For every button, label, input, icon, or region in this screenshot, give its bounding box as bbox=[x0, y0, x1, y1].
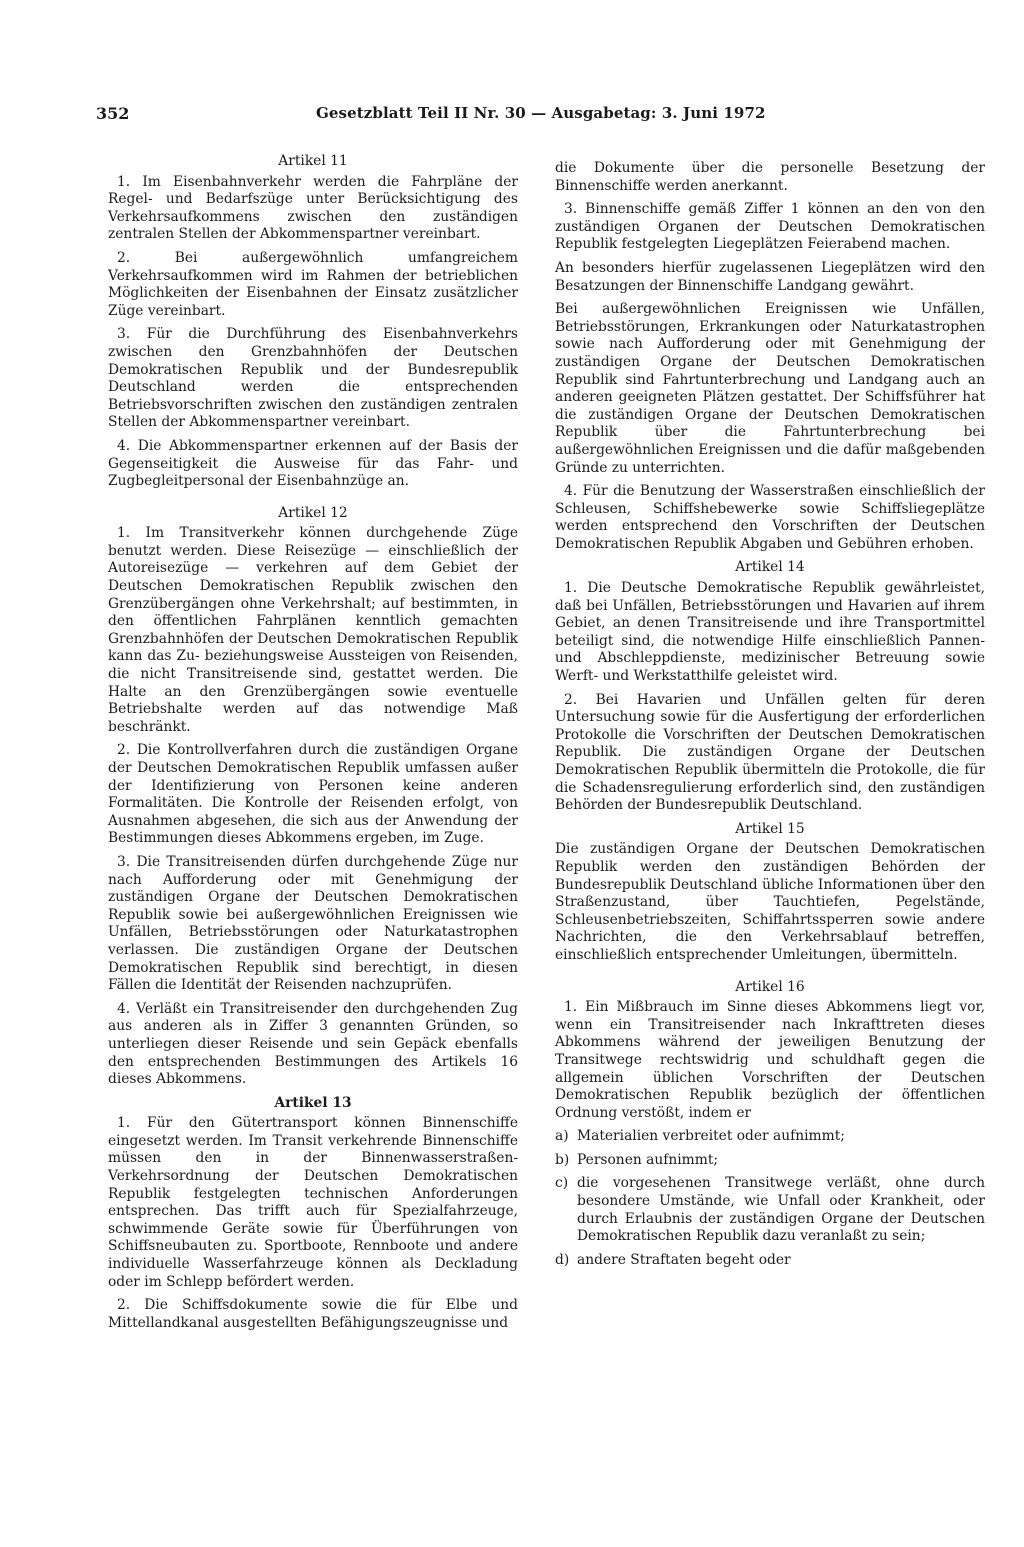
list-item bbox=[555, 1128, 985, 1146]
list-item-label: a) bbox=[555, 1128, 569, 1145]
list-item bbox=[555, 1152, 985, 1170]
article-12-paragraph-4: 4. Verläßt ein Transitreisender den durchgehenden Zug aus anderen als in Ziffer 3 genannten Gründen, so unterliegen dieser Reisende und sein Gepäck ebenfalls den entsprechenden Bestimmungen des Artikels 16 dieses Abkommens. bbox=[108, 1000, 518, 1088]
article-13-paragraph-4: 4. Für die Benutzung der Wasserstraßen einschließlich der Schleusen, Schiffshebewerke sowie Schiffsliegeplätze werden entsprechend den Vorschriften der Deutschen Demokratischen Republik Abgaben und Gebühren erhoben. bbox=[555, 483, 985, 552]
list-item bbox=[555, 1252, 985, 1270]
article-13-title: Artikel 13 bbox=[274, 1094, 352, 1111]
right-column bbox=[555, 160, 985, 1275]
article-13-paragraph-3-ereignisse: Bei außergewöhnlichen Ereignissen wie Unfällen, Betriebsstörungen, Erkrankungen oder Naturkatastrophen sowie nach Aufforderung oder mit Genehmigung der zuständigen Organe der Deutschen Demokratischen Republik sind Fahrtunterbrechung und Landgang auch an anderen geeigneten Plätzen gestattet. Der Schiffsführer hat die zuständigen Organe der Deutschen Demokratischen Republik über die Fahrtunterbrechung bei außergewöhnlichen Ereignissen und die dafür maßgebenden Gründe zu unterrichten. bbox=[555, 301, 985, 476]
article-14-paragraph-1: 1. Die Deutsche Demokratische Republik gewährleistet, daß bei Unfällen, Betriebsstörungen und Havarien auf ihrem Gebiet, an denen Transitreisende und ihre Transportmittel beteiligt sind, die notwendige Hilfe einschließlich Pannen- und Abschleppdienste, medizinischer Betreuung sowie Werft- und Werkstatthilfe geleistet wird. bbox=[555, 580, 985, 685]
article-13-paragraph-3-landgang: An besonders hierfür zugelassenen Liegeplätzen wird den Besatzungen der Binnenschiffe Landgang gewährt. bbox=[555, 259, 985, 294]
article-16-title: Artikel 16 bbox=[735, 978, 805, 995]
page-header bbox=[96, 104, 991, 124]
article-11-title: Artikel 11 bbox=[278, 153, 348, 169]
article-11-paragraph-3: 3. Für die Durchführung des Eisenbahnverkehrs zwischen den Grenzbahnhöfen der Deutschen Demokratischen Republik und der Bundesrepublik Deutschland werden die entsprechenden Betriebsvorschriften zwischen den zuständigen zentralen Stellen der Abkommenspartner vereinbart. bbox=[108, 326, 518, 431]
running-head: Gesetzblatt Teil II Nr. 30 — Ausgabetag: 3. Juni 1972 bbox=[316, 104, 766, 122]
article-15-paragraph-1: Die zuständigen Organe der Deutschen Demokratischen Republik werden den zuständigen Behörden der Bundesrepublik Deutschland übliche Informationen über den Straßenzustand, über Tauchtiefen, Pegelstände, Schleusenbetriebszeiten, Schiffahrtssperren sowie andere Nachrichten, die den Verkehrsablauf betreffen, einschließlich entsprechender Umleitungen, übermitteln. bbox=[555, 841, 985, 963]
page-number: 352 bbox=[96, 104, 130, 123]
article-16-paragraph-1: 1. Ein Mißbrauch im Sinne dieses Abkommens liegt vor, wenn ein Transitreisender nach Inkrafttreten dieses Abkommens während der jeweiligen Benutzung der Transitwege rechtswidrig und schuldhaft gegen die allgemein üblichen Vorschriften der Deutschen Demokratischen Republik bezüglich der öffentlichen Ordnung verstößt, indem er bbox=[555, 999, 985, 1121]
list-item-text: die vorgesehenen Transitwege verläßt, ohne durch besondere Umstände, wie Unfall oder Krankheit, oder durch Erlaubnis der zuständigen Organe der Deutschen Demokratischen Republik dazu veranlaßt zu sein; bbox=[577, 1175, 985, 1245]
left-column bbox=[108, 153, 518, 1338]
article-13-paragraph-2-continued: die Dokumente über die personelle Besetzung der Binnenschiffe werden anerkannt. bbox=[555, 160, 985, 194]
article-11-paragraph-2: 2. Bei außergewöhnlich umfangreichem Verkehrsaufkommen wird im Rahmen der betrieblichen Möglichkeiten der Eisenbahnen der Einsatz zusätzlicher Züge vereinbart. bbox=[108, 249, 518, 319]
article-12-paragraph-2: 2. Die Kontrollverfahren durch die zuständigen Organe der Deutschen Demokratischen Republik umfassen außer der Identifizierung von Personen keine anderen Formalitäten. Die Kontrolle der Reisenden erfolgt, von Ausnahmen abgesehen, die sich aus der Anwendung der Bestimmungen dieses Abkommens ergeben, im Zuge. bbox=[108, 742, 518, 847]
list-item-text: Materialien verbreitet oder aufnimmt; bbox=[577, 1128, 845, 1145]
article-14-paragraph-2: 2. Bei Havarien und Unfällen gelten für deren Untersuchung sowie für die Ausfertigung der erforderlichen Protokolle die Vorschriften der Deutschen Demokratischen Republik. Die zuständigen Organe der Deutschen Demokratischen Republik übermitteln die Protokolle, die für die Schadensregulierung erforderlich sind, den zuständigen Behörden der Bundesrepublik Deutschland. bbox=[555, 691, 985, 814]
list-item-text: Personen aufnimmt; bbox=[577, 1151, 719, 1168]
article-11-paragraph-1: 1. Im Eisenbahnverkehr werden die Fahrpläne der Regel- und Bedarfszüge unter Berücksichtigung des Verkehrsaufkommens zwischen den zuständigen zentralen Stellen der Abkommenspartner vereinbart. bbox=[108, 173, 518, 243]
article-13-paragraph-2: 2. Die Schiffsdokumente sowie die für Elbe und Mittellandkanal ausgestellten Befähigungszeugnisse und bbox=[108, 1297, 518, 1331]
article-12-title: Artikel 12 bbox=[278, 504, 348, 521]
list-item-label: c) bbox=[555, 1175, 569, 1192]
list-item-label: b) bbox=[555, 1151, 570, 1168]
article-13-paragraph-3: 3. Binnenschiffe gemäß Ziffer 1 können an den von den zuständigen Organen der Deutschen Demokratischen Republik festgelegten Liegeplätzen Feierabend machen. bbox=[555, 201, 985, 253]
article-11-paragraph-4: 4. Die Abkommenspartner erkennen auf der Basis der Gegenseitigkeit die Ausweise für das Fahr- und Zugbegleitpersonal der Eisenbahnzüge an. bbox=[108, 437, 518, 490]
article-13-paragraph-1: 1. Für den Gütertransport können Binnenschiffe eingesetzt werden. Im Transit verkehrende Binnenschiffe müssen den in der Binnenwasserstraßen-Verkehrsordnung der Deutschen Demokratischen Republik festgelegten technischen Anforderungen entsprechen. Das trifft auch für Spezialfahrzeuge, schwimmende Geräte sowie für Überführungen von Schiffsneubauten zu. Sportboote, Rennboote und andere individuelle Wasserfahrzeuge können als Deckladung oder im Schlepp befördert werden. bbox=[108, 1115, 518, 1290]
list-item-text: andere Straftaten begeht oder bbox=[577, 1251, 791, 1268]
article-12-paragraph-3: 3. Die Transitreisenden dürfen durchgehende Züge nur nach Aufforderung oder mit Genehmigung der zuständigen Organe der Deutschen Demokratischen Republik sowie bei außergewöhnlichen Ereignissen wie Unfällen, Betriebsstörungen oder Naturkatastrophen verlassen. Die zuständigen Organe der Deutschen Demokratischen Republik sind berechtigt, in diesen Fällen die Identität der Reisenden nachzuprüfen. bbox=[108, 853, 518, 994]
article-15-title: Artikel 15 bbox=[735, 820, 805, 837]
list-item bbox=[555, 1175, 985, 1245]
article-12-paragraph-1: 1. Im Transitverkehr können durchgehende Züge benutzt werden. Diese Reisezüge — einschließlich der Autoreisezüge — verkehren auf dem Gebiet der Deutschen Demokratischen Republik zwischen den Grenzübergängen ohne Verkehrshalt; auf bestimmten, in den öffentlichen Fahrplänen kenntlich gemachten Grenzbahnhöfen der Deutschen Demokratischen Republik kann das Zu- beziehungsweise Aussteigen von Reisenden, die nicht Transitreisende sind, gestattet werden. Die Halte an den Grenzübergängen sowie eventuelle Betriebshalte werden auf das notwendige Maß beschränkt. bbox=[108, 525, 518, 735]
list-item-label: d) bbox=[555, 1251, 570, 1268]
article-14-title: Artikel 14 bbox=[735, 559, 805, 576]
